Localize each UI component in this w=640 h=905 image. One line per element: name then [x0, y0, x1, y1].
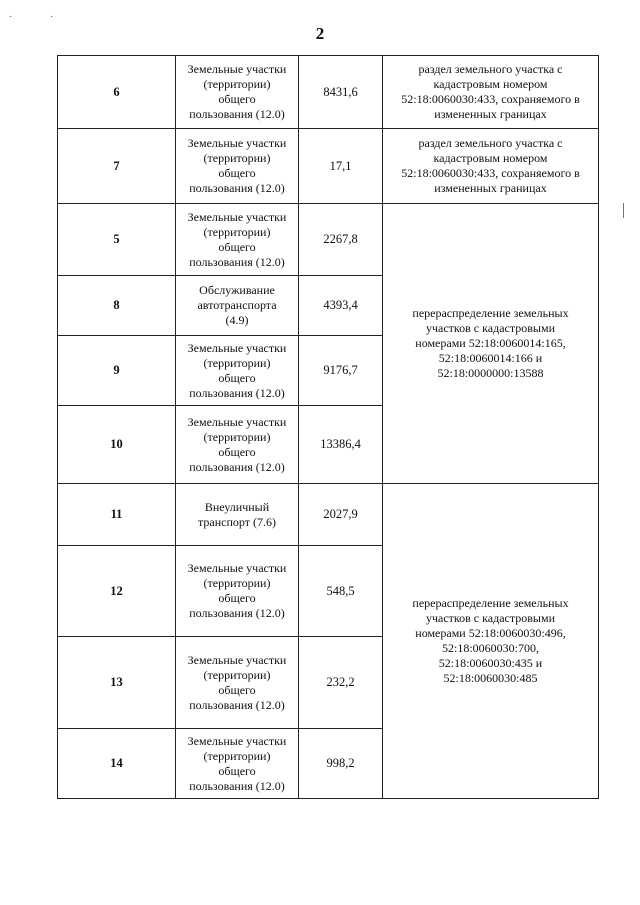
area-value: 4393,4	[299, 276, 383, 336]
permitted-use: Земельные участки (территории) общего пользования (12.0)	[176, 406, 299, 484]
row-number: 7	[58, 129, 176, 204]
area-value: 8431,6	[299, 56, 383, 129]
row-number: 11	[58, 484, 176, 546]
permitted-use: Внеуличный транспорт (7.6)	[176, 484, 299, 546]
permitted-use: Земельные участки (территории) общего пользования (12.0)	[176, 637, 299, 729]
permitted-use: Земельные участки (территории) общего пользования (12.0)	[176, 336, 299, 406]
area-value: 232,2	[299, 637, 383, 729]
page-number: 2	[315, 24, 325, 43]
table-row	[58, 204, 599, 276]
area-value: 2267,8	[299, 204, 383, 276]
permitted-use: Земельные участки (территории) общего пользования (12.0)	[176, 546, 299, 637]
row-number: 12	[58, 546, 176, 637]
row-number: 14	[58, 729, 176, 799]
formation-method: перераспределение земельных участков с кадастровыми номерами 52:18:0060030:496, 52:18:0060030:700, 52:18:0060030:435 и 52:18:0060030:485	[383, 484, 599, 799]
area-value: 9176,7	[299, 336, 383, 406]
row-number: 5	[58, 204, 176, 276]
permitted-use: Обслуживание автотранспорта (4.9)	[176, 276, 299, 336]
row-number: 8	[58, 276, 176, 336]
row-number: 10	[58, 406, 176, 484]
area-value: 13386,4	[299, 406, 383, 484]
area-value: 998,2	[299, 729, 383, 799]
area-value: 2027,9	[299, 484, 383, 546]
area-value: 17,1	[299, 129, 383, 204]
formation-method: перераспределение земельных участков с кадастровыми номерами 52:18:0060014:165, 52:18:0060014:166 и 52:18:0000000:13588	[383, 204, 599, 484]
scan-edge-line	[623, 203, 624, 218]
table-row	[58, 129, 599, 204]
formation-method: раздел земельного участка с кадастровым номером 52:18:0060030:433, сохраняемого в измененных границах	[383, 129, 599, 204]
row-number: 13	[58, 637, 176, 729]
permitted-use: Земельные участки (территории) общего пользования (12.0)	[176, 129, 299, 204]
table-row	[58, 56, 599, 129]
formation-method: раздел земельного участка с кадастровым номером 52:18:0060030:433, сохраняемого в измененных границах	[383, 56, 599, 129]
scan-mark: ·	[50, 12, 54, 23]
table-row	[58, 484, 599, 546]
row-number: 9	[58, 336, 176, 406]
permitted-use: Земельные участки (территории) общего пользования (12.0)	[176, 729, 299, 799]
scan-mark: ·	[9, 12, 13, 23]
row-number: 6	[58, 56, 176, 129]
land-plots-table	[57, 55, 599, 799]
area-value: 548,5	[299, 546, 383, 637]
permitted-use: Земельные участки (территории) общего пользования (12.0)	[176, 56, 299, 129]
permitted-use: Земельные участки (территории) общего пользования (12.0)	[176, 204, 299, 276]
